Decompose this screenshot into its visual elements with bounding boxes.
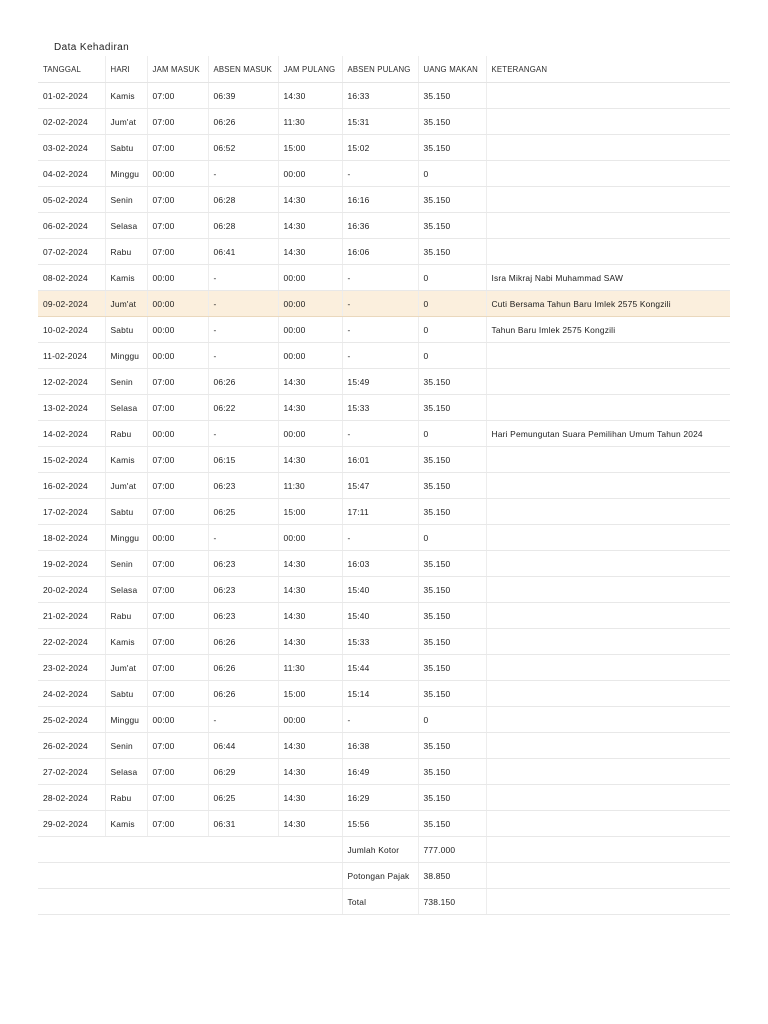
cell-hari: Senin	[105, 187, 147, 213]
cell-jam-masuk: 07:00	[147, 603, 208, 629]
cell-uang-makan: 35.150	[418, 785, 486, 811]
cell-absen-pulang: 16:38	[342, 733, 418, 759]
cell-jam-pulang: 14:30	[278, 83, 342, 109]
cell-keterangan	[486, 525, 730, 551]
summary-label: Potongan Pajak	[342, 863, 418, 889]
table-row	[38, 785, 730, 811]
cell-absen-pulang: -	[342, 291, 418, 317]
table-row	[38, 109, 730, 135]
cell-hari: Sabtu	[105, 499, 147, 525]
cell-jam-masuk: 00:00	[147, 421, 208, 447]
cell-absen-masuk: -	[208, 291, 278, 317]
table-row	[38, 369, 730, 395]
cell-tanggal: 01-02-2024	[38, 83, 105, 109]
summary-spacer	[38, 889, 342, 915]
cell-jam-pulang: 00:00	[278, 343, 342, 369]
cell-tanggal: 11-02-2024	[38, 343, 105, 369]
cell-absen-pulang: 15:02	[342, 135, 418, 161]
cell-uang-makan: 35.150	[418, 109, 486, 135]
table-row	[38, 317, 730, 343]
cell-absen-masuk: 06:15	[208, 447, 278, 473]
cell-jam-pulang: 15:00	[278, 135, 342, 161]
cell-uang-makan: 35.150	[418, 499, 486, 525]
cell-tanggal: 24-02-2024	[38, 681, 105, 707]
cell-absen-masuk: 06:23	[208, 577, 278, 603]
table-row	[38, 239, 730, 265]
cell-jam-masuk: 07:00	[147, 499, 208, 525]
cell-absen-masuk: -	[208, 707, 278, 733]
page-title: Data Kehadiran	[54, 42, 130, 53]
cell-keterangan	[486, 551, 730, 577]
cell-hari: Minggu	[105, 525, 147, 551]
cell-jam-masuk: 07:00	[147, 83, 208, 109]
cell-hari: Kamis	[105, 83, 147, 109]
cell-absen-masuk: -	[208, 317, 278, 343]
table-row	[38, 499, 730, 525]
table-row	[38, 525, 730, 551]
summary-row	[38, 837, 730, 863]
cell-jam-masuk: 07:00	[147, 187, 208, 213]
cell-jam-masuk: 00:00	[147, 291, 208, 317]
cell-uang-makan: 35.150	[418, 733, 486, 759]
cell-absen-pulang: 16:33	[342, 83, 418, 109]
cell-absen-pulang: 16:03	[342, 551, 418, 577]
cell-tanggal: 04-02-2024	[38, 161, 105, 187]
cell-absen-pulang: 15:40	[342, 577, 418, 603]
cell-absen-pulang: 15:47	[342, 473, 418, 499]
cell-tanggal: 27-02-2024	[38, 759, 105, 785]
summary-label: Jumlah Kotor	[342, 837, 418, 863]
cell-keterangan	[486, 577, 730, 603]
cell-tanggal: 28-02-2024	[38, 785, 105, 811]
cell-uang-makan: 35.150	[418, 239, 486, 265]
cell-hari: Jum'at	[105, 655, 147, 681]
cell-tanggal: 03-02-2024	[38, 135, 105, 161]
cell-jam-pulang: 14:30	[278, 369, 342, 395]
cell-uang-makan: 0	[418, 291, 486, 317]
column-header-hari: HARI	[105, 56, 147, 83]
cell-absen-pulang: 15:49	[342, 369, 418, 395]
cell-jam-masuk: 07:00	[147, 629, 208, 655]
cell-uang-makan: 0	[418, 707, 486, 733]
cell-absen-masuk: 06:41	[208, 239, 278, 265]
cell-tanggal: 10-02-2024	[38, 317, 105, 343]
cell-keterangan: Tahun Baru Imlek 2575 Kongzili	[486, 317, 730, 343]
cell-absen-masuk: 06:26	[208, 369, 278, 395]
table-row	[38, 577, 730, 603]
cell-jam-pulang: 11:30	[278, 655, 342, 681]
column-header-jam-masuk: JAM MASUK	[147, 56, 208, 83]
cell-jam-pulang: 14:30	[278, 629, 342, 655]
cell-hari: Senin	[105, 733, 147, 759]
cell-jam-pulang: 11:30	[278, 473, 342, 499]
cell-absen-pulang: 15:33	[342, 395, 418, 421]
attendance-table	[38, 56, 730, 915]
cell-absen-masuk: 06:26	[208, 629, 278, 655]
cell-hari: Selasa	[105, 395, 147, 421]
cell-jam-pulang: 14:30	[278, 239, 342, 265]
cell-hari: Kamis	[105, 447, 147, 473]
cell-hari: Sabtu	[105, 317, 147, 343]
cell-hari: Senin	[105, 551, 147, 577]
table-row	[38, 473, 730, 499]
cell-absen-pulang: 16:36	[342, 213, 418, 239]
cell-hari: Selasa	[105, 213, 147, 239]
table-row	[38, 629, 730, 655]
cell-absen-masuk: 06:23	[208, 551, 278, 577]
cell-jam-pulang: 00:00	[278, 421, 342, 447]
cell-jam-pulang: 15:00	[278, 499, 342, 525]
column-header-uang-makan: UANG MAKAN	[418, 56, 486, 83]
cell-keterangan	[486, 473, 730, 499]
cell-jam-pulang: 11:30	[278, 109, 342, 135]
table-row	[38, 447, 730, 473]
cell-jam-masuk: 07:00	[147, 655, 208, 681]
cell-hari: Sabtu	[105, 135, 147, 161]
cell-tanggal: 18-02-2024	[38, 525, 105, 551]
cell-absen-masuk: 06:23	[208, 473, 278, 499]
cell-tanggal: 25-02-2024	[38, 707, 105, 733]
cell-tanggal: 23-02-2024	[38, 655, 105, 681]
cell-absen-masuk: -	[208, 343, 278, 369]
cell-absen-masuk: 06:28	[208, 213, 278, 239]
cell-keterangan	[486, 681, 730, 707]
cell-tanggal: 22-02-2024	[38, 629, 105, 655]
cell-jam-pulang: 14:30	[278, 733, 342, 759]
table-row	[38, 161, 730, 187]
cell-jam-masuk: 07:00	[147, 109, 208, 135]
cell-hari: Jum'at	[105, 473, 147, 499]
summary-row	[38, 889, 730, 915]
cell-uang-makan: 35.150	[418, 577, 486, 603]
cell-uang-makan: 35.150	[418, 213, 486, 239]
column-header-absen-pulang: ABSEN PULANG	[342, 56, 418, 83]
cell-hari: Kamis	[105, 265, 147, 291]
cell-tanggal: 29-02-2024	[38, 811, 105, 837]
cell-uang-makan: 35.150	[418, 83, 486, 109]
cell-uang-makan: 35.150	[418, 447, 486, 473]
summary-label: Total	[342, 889, 418, 915]
summary-filler	[486, 863, 730, 889]
cell-absen-pulang: -	[342, 343, 418, 369]
cell-keterangan	[486, 785, 730, 811]
cell-jam-pulang: 14:30	[278, 551, 342, 577]
cell-keterangan	[486, 187, 730, 213]
cell-jam-pulang: 14:30	[278, 811, 342, 837]
cell-jam-pulang: 00:00	[278, 317, 342, 343]
cell-uang-makan: 35.150	[418, 811, 486, 837]
cell-absen-pulang: -	[342, 525, 418, 551]
cell-absen-pulang: 16:01	[342, 447, 418, 473]
cell-jam-masuk: 07:00	[147, 759, 208, 785]
cell-keterangan	[486, 395, 730, 421]
cell-tanggal: 13-02-2024	[38, 395, 105, 421]
cell-jam-masuk: 07:00	[147, 447, 208, 473]
cell-keterangan	[486, 83, 730, 109]
cell-absen-masuk: 06:26	[208, 655, 278, 681]
cell-absen-pulang: 15:14	[342, 681, 418, 707]
cell-keterangan	[486, 369, 730, 395]
cell-jam-pulang: 14:30	[278, 187, 342, 213]
cell-hari: Senin	[105, 369, 147, 395]
cell-hari: Selasa	[105, 759, 147, 785]
cell-jam-pulang: 00:00	[278, 525, 342, 551]
cell-jam-pulang: 14:30	[278, 447, 342, 473]
table-header-row	[38, 56, 730, 83]
cell-absen-masuk: 06:44	[208, 733, 278, 759]
cell-jam-pulang: 14:30	[278, 395, 342, 421]
cell-absen-pulang: 16:06	[342, 239, 418, 265]
cell-tanggal: 06-02-2024	[38, 213, 105, 239]
cell-jam-pulang: 14:30	[278, 213, 342, 239]
cell-absen-pulang: -	[342, 707, 418, 733]
cell-jam-pulang: 14:30	[278, 577, 342, 603]
table-row	[38, 395, 730, 421]
cell-absen-pulang: -	[342, 421, 418, 447]
cell-jam-masuk: 07:00	[147, 551, 208, 577]
table-row	[38, 655, 730, 681]
cell-jam-masuk: 07:00	[147, 577, 208, 603]
cell-keterangan	[486, 811, 730, 837]
summary-value: 38.850	[418, 863, 486, 889]
cell-keterangan	[486, 707, 730, 733]
cell-uang-makan: 0	[418, 161, 486, 187]
cell-keterangan	[486, 499, 730, 525]
table-row	[38, 759, 730, 785]
cell-jam-pulang: 00:00	[278, 265, 342, 291]
cell-absen-masuk: 06:26	[208, 681, 278, 707]
cell-hari: Rabu	[105, 421, 147, 447]
cell-keterangan	[486, 109, 730, 135]
cell-jam-pulang: 00:00	[278, 161, 342, 187]
cell-jam-masuk: 07:00	[147, 681, 208, 707]
cell-absen-pulang: -	[342, 317, 418, 343]
summary-spacer	[38, 837, 342, 863]
cell-jam-pulang: 14:30	[278, 759, 342, 785]
cell-keterangan	[486, 759, 730, 785]
table-row	[38, 421, 730, 447]
cell-tanggal: 07-02-2024	[38, 239, 105, 265]
cell-keterangan	[486, 161, 730, 187]
cell-uang-makan: 35.150	[418, 759, 486, 785]
cell-absen-masuk: 06:31	[208, 811, 278, 837]
cell-hari: Rabu	[105, 603, 147, 629]
cell-jam-masuk: 07:00	[147, 811, 208, 837]
cell-jam-masuk: 00:00	[147, 161, 208, 187]
cell-keterangan: Hari Pemungutan Suara Pemilihan Umum Tahun 2024	[486, 421, 730, 447]
cell-tanggal: 16-02-2024	[38, 473, 105, 499]
cell-jam-masuk: 07:00	[147, 473, 208, 499]
cell-keterangan: Isra Mikraj Nabi Muhammad SAW	[486, 265, 730, 291]
cell-jam-masuk: 00:00	[147, 525, 208, 551]
cell-jam-pulang: 00:00	[278, 291, 342, 317]
cell-jam-masuk: 07:00	[147, 395, 208, 421]
cell-tanggal: 09-02-2024	[38, 291, 105, 317]
column-header-absen-masuk: ABSEN MASUK	[208, 56, 278, 83]
cell-uang-makan: 35.150	[418, 187, 486, 213]
cell-absen-masuk: 06:25	[208, 499, 278, 525]
cell-absen-masuk: 06:52	[208, 135, 278, 161]
cell-uang-makan: 35.150	[418, 681, 486, 707]
table-row	[38, 83, 730, 109]
cell-uang-makan: 35.150	[418, 135, 486, 161]
cell-uang-makan: 35.150	[418, 395, 486, 421]
cell-hari: Kamis	[105, 629, 147, 655]
cell-tanggal: 19-02-2024	[38, 551, 105, 577]
cell-uang-makan: 35.150	[418, 629, 486, 655]
summary-filler	[486, 889, 730, 915]
cell-absen-pulang: 15:33	[342, 629, 418, 655]
cell-absen-pulang: 17:11	[342, 499, 418, 525]
cell-uang-makan: 35.150	[418, 551, 486, 577]
cell-absen-pulang: 15:40	[342, 603, 418, 629]
cell-jam-masuk: 00:00	[147, 317, 208, 343]
cell-absen-masuk: -	[208, 161, 278, 187]
cell-hari: Jum'at	[105, 291, 147, 317]
cell-tanggal: 08-02-2024	[38, 265, 105, 291]
table-row	[38, 551, 730, 577]
cell-tanggal: 26-02-2024	[38, 733, 105, 759]
cell-jam-masuk: 00:00	[147, 707, 208, 733]
column-header-tanggal: TANGGAL	[38, 56, 105, 83]
cell-absen-pulang: 15:31	[342, 109, 418, 135]
cell-uang-makan: 0	[418, 525, 486, 551]
table-row	[38, 187, 730, 213]
cell-uang-makan: 0	[418, 317, 486, 343]
cell-absen-masuk: 06:25	[208, 785, 278, 811]
cell-absen-pulang: 16:49	[342, 759, 418, 785]
cell-jam-masuk: 07:00	[147, 369, 208, 395]
cell-hari: Rabu	[105, 239, 147, 265]
cell-jam-pulang: 14:30	[278, 785, 342, 811]
cell-hari: Jum'at	[105, 109, 147, 135]
cell-absen-pulang: 16:29	[342, 785, 418, 811]
cell-jam-masuk: 00:00	[147, 343, 208, 369]
table-row	[38, 733, 730, 759]
cell-hari: Minggu	[105, 707, 147, 733]
cell-uang-makan: 35.150	[418, 655, 486, 681]
cell-tanggal: 14-02-2024	[38, 421, 105, 447]
cell-uang-makan: 35.150	[418, 473, 486, 499]
cell-hari: Kamis	[105, 811, 147, 837]
summary-row	[38, 863, 730, 889]
cell-tanggal: 02-02-2024	[38, 109, 105, 135]
cell-keterangan	[486, 629, 730, 655]
cell-keterangan	[486, 135, 730, 161]
cell-hari: Minggu	[105, 161, 147, 187]
cell-tanggal: 17-02-2024	[38, 499, 105, 525]
cell-absen-masuk: -	[208, 525, 278, 551]
cell-jam-pulang: 14:30	[278, 603, 342, 629]
cell-absen-masuk: 06:23	[208, 603, 278, 629]
cell-keterangan	[486, 213, 730, 239]
summary-spacer	[38, 863, 342, 889]
cell-hari: Sabtu	[105, 681, 147, 707]
cell-absen-pulang: 15:44	[342, 655, 418, 681]
cell-keterangan	[486, 239, 730, 265]
cell-absen-masuk: 06:26	[208, 109, 278, 135]
cell-tanggal: 20-02-2024	[38, 577, 105, 603]
summary-value: 777.000	[418, 837, 486, 863]
cell-keterangan	[486, 447, 730, 473]
cell-hari: Selasa	[105, 577, 147, 603]
cell-hari: Rabu	[105, 785, 147, 811]
cell-absen-pulang: 16:16	[342, 187, 418, 213]
cell-tanggal: 12-02-2024	[38, 369, 105, 395]
table-row	[38, 265, 730, 291]
cell-keterangan	[486, 343, 730, 369]
cell-keterangan	[486, 655, 730, 681]
column-header-jam-pulang: JAM PULANG	[278, 56, 342, 83]
table-row	[38, 213, 730, 239]
cell-uang-makan: 0	[418, 343, 486, 369]
cell-absen-pulang: -	[342, 161, 418, 187]
table-body	[38, 83, 730, 915]
cell-keterangan	[486, 733, 730, 759]
summary-value: 738.150	[418, 889, 486, 915]
cell-uang-makan: 35.150	[418, 369, 486, 395]
column-header-keterangan: KETERANGAN	[486, 56, 730, 83]
cell-keterangan: Cuti Bersama Tahun Baru Imlek 2575 Kongzili	[486, 291, 730, 317]
cell-jam-masuk: 07:00	[147, 135, 208, 161]
cell-jam-masuk: 07:00	[147, 213, 208, 239]
cell-uang-makan: 35.150	[418, 603, 486, 629]
table-row	[38, 811, 730, 837]
cell-uang-makan: 0	[418, 265, 486, 291]
table-row	[38, 681, 730, 707]
cell-hari: Minggu	[105, 343, 147, 369]
cell-jam-masuk: 07:00	[147, 733, 208, 759]
cell-jam-masuk: 07:00	[147, 239, 208, 265]
cell-keterangan	[486, 603, 730, 629]
cell-absen-pulang: -	[342, 265, 418, 291]
table-row	[38, 135, 730, 161]
cell-tanggal: 15-02-2024	[38, 447, 105, 473]
cell-jam-pulang: 15:00	[278, 681, 342, 707]
cell-tanggal: 05-02-2024	[38, 187, 105, 213]
cell-uang-makan: 0	[418, 421, 486, 447]
summary-filler	[486, 837, 730, 863]
table-row	[38, 603, 730, 629]
cell-absen-masuk: -	[208, 421, 278, 447]
cell-absen-masuk: 06:39	[208, 83, 278, 109]
cell-absen-masuk: 06:29	[208, 759, 278, 785]
cell-tanggal: 21-02-2024	[38, 603, 105, 629]
cell-absen-pulang: 15:56	[342, 811, 418, 837]
cell-jam-pulang: 00:00	[278, 707, 342, 733]
cell-absen-masuk: 06:28	[208, 187, 278, 213]
table-row	[38, 343, 730, 369]
cell-absen-masuk: 06:22	[208, 395, 278, 421]
cell-absen-masuk: -	[208, 265, 278, 291]
cell-jam-masuk: 07:00	[147, 785, 208, 811]
table-row	[38, 707, 730, 733]
table-row-highlighted	[38, 291, 730, 317]
cell-jam-masuk: 00:00	[147, 265, 208, 291]
